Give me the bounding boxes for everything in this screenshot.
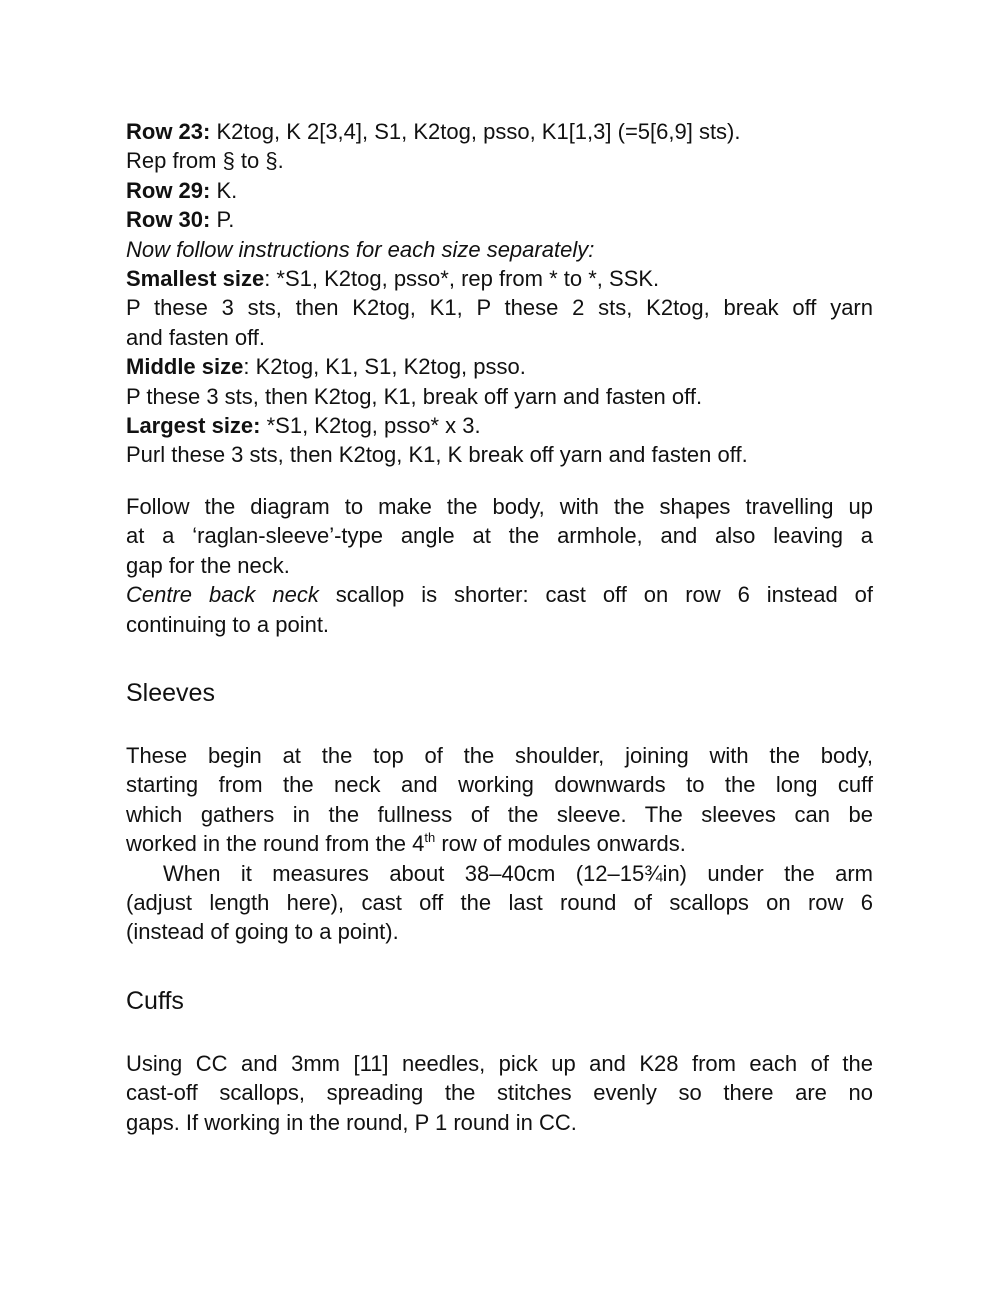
body-line-1: Follow the diagram to make the body, with the shapes travelling up xyxy=(126,493,873,519)
largest-size-continuation: Purl these 3 sts, then K2tog, K1, K break off yarn and fasten off. xyxy=(126,442,748,468)
sleeves-p2-line-3: (instead of going to a point). xyxy=(126,919,399,945)
row-instructions xyxy=(126,117,873,470)
row-29-text: K. xyxy=(210,177,238,203)
body-line-3: gap for the neck. xyxy=(126,552,290,578)
cuffs-heading: Cuffs xyxy=(126,986,184,1015)
sleeves-heading: Sleeves xyxy=(126,678,215,707)
row-23-text: K2tog, K 2[3,4], S1, K2tog, psso, K1[1,3] (=5[6,9] sts). xyxy=(210,119,741,144)
largest-size-text: *S1, K2tog, psso* x 3. xyxy=(260,413,481,439)
smallest-size-text: : *S1, K2tog, psso*, rep from * to *, SSK. xyxy=(264,266,660,292)
row-30-line xyxy=(126,205,873,234)
sleeves-section xyxy=(126,741,873,947)
repeat-line: Rep from § to §. xyxy=(126,148,284,174)
middle-size-line xyxy=(126,352,873,381)
cuffs-section xyxy=(126,1049,873,1137)
smallest-size-label: Smallest size xyxy=(126,266,265,292)
smallest-size-line xyxy=(126,264,873,293)
sleeves-p1-line-2: starting from the neck and working downwards to the long cuff xyxy=(126,772,873,798)
row-29-label: Row 29: xyxy=(126,177,211,203)
smallest-size-continuation-2: and fasten off. xyxy=(126,324,266,350)
middle-size-continuation: P these 3 sts, then K2tog, K1, break off yarn and fasten off. xyxy=(126,383,703,409)
neck-line-2: continuing to a point. xyxy=(126,611,330,637)
document-page xyxy=(126,117,873,1137)
cuffs-line-2: cast-off scallops, spreading the stitches evenly so there are no xyxy=(126,1080,873,1106)
row-30-text: P. xyxy=(210,207,235,233)
largest-size-label: Largest size: xyxy=(126,413,261,439)
largest-size-line xyxy=(126,411,873,440)
sleeves-p1-line-3: which gathers in the fullness of the sleeve. The sleeves can be xyxy=(126,801,873,827)
body-instructions xyxy=(126,492,873,639)
row-23-line xyxy=(126,117,873,146)
neck-text-1: scallop is shorter: cast off on row 6 instead of xyxy=(318,582,873,608)
sleeves-p1-line-4 xyxy=(126,829,873,858)
smallest-size-continuation-1: P these 3 sts, then K2tog, K1, P these 2 sts, K2tog, break off yarn xyxy=(126,295,873,321)
cuffs-line-3: gaps. If working in the round, P 1 round in CC. xyxy=(126,1109,577,1135)
sleeves-p1-line-4-post: row of modules onwards. xyxy=(435,831,686,857)
middle-size-text: : K2tog, K1, S1, K2tog, psso. xyxy=(243,354,526,380)
row-23-label: Row 23: xyxy=(126,119,211,144)
sleeves-p2-line-1: When it measures about 38–40cm (12–15¾in) under the arm xyxy=(163,860,873,886)
sleeves-p2-line-2: (adjust length here), cast off the last round of scallops on row 6 xyxy=(126,889,873,915)
sizes-intro: Now follow instructions for each size separately: xyxy=(126,236,595,262)
row-30-label: Row 30: xyxy=(126,207,211,233)
neck-line-1 xyxy=(126,580,873,609)
sleeves-p1-line-4-pre: worked in the round from the 4 xyxy=(126,831,425,857)
cuffs-line-1: Using CC and 3mm [11] needles, pick up and K28 from each of the xyxy=(126,1050,873,1076)
sleeves-p1-line-1: These begin at the top of the shoulder, joining with the body, xyxy=(126,742,873,768)
ordinal-suffix: th xyxy=(424,830,436,846)
body-line-2: at a ‘raglan-sleeve’-type angle at the armhole, and also leaving a xyxy=(126,523,873,549)
neck-label: Centre back neck xyxy=(126,582,319,608)
middle-size-label: Middle size xyxy=(126,354,244,380)
row-29-line xyxy=(126,176,873,205)
